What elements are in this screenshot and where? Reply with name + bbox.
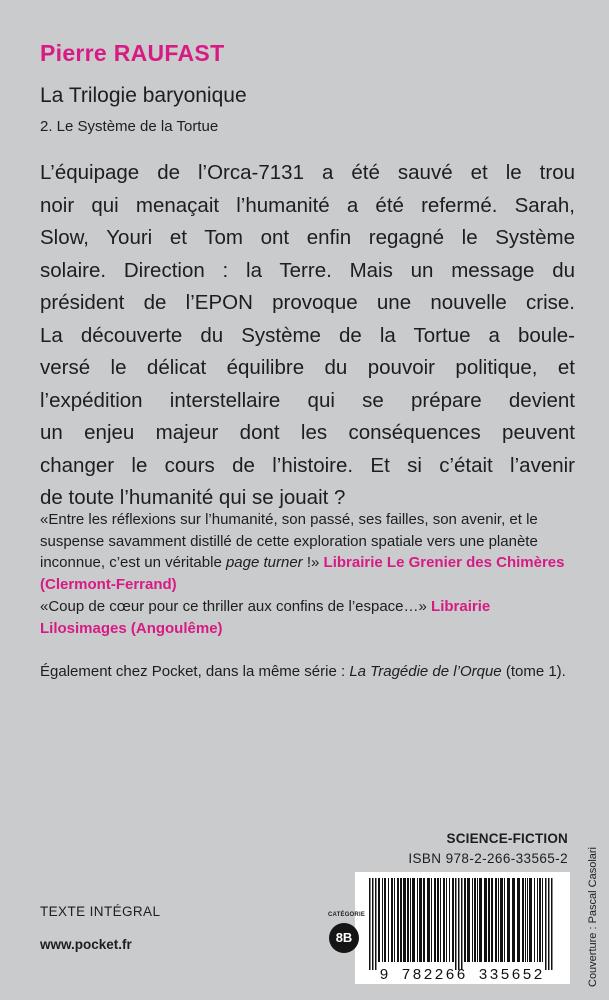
blurb-line: président de l’EPON provoque une nouvelle crise. bbox=[40, 291, 575, 314]
barcode-bar bbox=[403, 878, 406, 962]
barcode-bar bbox=[534, 878, 535, 962]
isbn: ISBN 978-2-266-33565-2 bbox=[408, 851, 568, 866]
barcode-bar bbox=[522, 878, 524, 962]
barcode-bar bbox=[488, 878, 490, 962]
blurb-line: solaire. Direction : la Terre. Mais un message du bbox=[40, 258, 575, 282]
also-tail: (tome 1). bbox=[501, 663, 566, 680]
category-label: CATÉGORIE bbox=[328, 912, 366, 918]
barcode-bar bbox=[391, 878, 393, 962]
barcode-bar bbox=[419, 878, 422, 962]
barcode-bar bbox=[397, 878, 399, 962]
barcode-bar bbox=[472, 878, 473, 962]
blurb-line: versé le délicat équilibre du pouvoir politique, et bbox=[40, 356, 575, 379]
series-title: La Trilogie baryonique bbox=[40, 84, 247, 107]
barcode-bar bbox=[548, 878, 550, 970]
barcode-bar bbox=[394, 878, 395, 962]
barcode-bar bbox=[495, 878, 497, 962]
category-badge: 8B bbox=[329, 923, 359, 953]
barcode-bar bbox=[551, 878, 553, 970]
genre-label: SCIENCE-FICTION bbox=[446, 831, 568, 846]
barcode-bar bbox=[527, 878, 528, 962]
barcode-bar bbox=[427, 878, 430, 962]
barcode-bar bbox=[464, 878, 466, 962]
barcode-bar bbox=[507, 878, 510, 962]
barcode-bar bbox=[539, 878, 541, 962]
also-text: Également chez Pocket, dans la même série : bbox=[40, 663, 350, 680]
blurb-line: L’équipage de l’Orca-7131 a été sauvé et le trou bbox=[40, 161, 575, 184]
blurb bbox=[40, 157, 575, 515]
barcode-bar bbox=[467, 878, 470, 962]
barcode-bar bbox=[372, 878, 374, 970]
cover-credit: Couverture : Pascal Casolari bbox=[587, 846, 599, 987]
barcode-bar bbox=[423, 878, 425, 962]
barcode-bar bbox=[446, 878, 447, 962]
barcode-bar bbox=[545, 878, 547, 970]
barcode-bar bbox=[407, 878, 409, 962]
also-title: La Tragédie de l’Orque bbox=[349, 663, 502, 680]
blurb-line: un enjeu majeur dont les conséquences peuvent bbox=[40, 421, 575, 444]
barcode-bar bbox=[434, 878, 436, 962]
barcode-bar bbox=[529, 878, 532, 962]
barcode-bar bbox=[455, 878, 457, 970]
blurb-line: Slow, Youri et Tom ont enfin regagné le Système bbox=[40, 226, 575, 249]
quote-text: «Coup de cœur pour ce thriller aux confins de l’espace…» bbox=[40, 598, 432, 615]
quote-text: «Entre les réflexions sur l’humanité, son passé, ses failles, son avenir, et le suspense savamment distillé de cette exploration spatiale vers une planète inconnue, c’est un véritable bbox=[40, 511, 538, 571]
texte-integral: TEXTE INTÉGRAL bbox=[40, 904, 161, 919]
blurb-line: changer le cours de l’histoire. Et si c’était l’avenir bbox=[40, 453, 575, 477]
author-name: Pierre RAUFAST bbox=[40, 40, 225, 66]
barcode-bar bbox=[512, 878, 515, 962]
volume-title: 2. Le Système de la Tortue bbox=[40, 118, 219, 135]
barcode-bar bbox=[452, 878, 454, 962]
barcode bbox=[355, 872, 570, 984]
barcode-bar bbox=[500, 878, 503, 962]
barcode-bar bbox=[437, 878, 439, 962]
barcode-bar bbox=[542, 878, 543, 962]
barcode-bar bbox=[384, 878, 386, 962]
barcode-bar bbox=[412, 878, 415, 962]
barcode-bar bbox=[461, 878, 463, 970]
blurb-line: l’expédition interstellaire qui se prépare devient bbox=[40, 388, 575, 412]
barcode-bar bbox=[440, 878, 441, 962]
also-in-series bbox=[40, 661, 575, 683]
barcode-bar bbox=[504, 878, 505, 962]
barcode-bar bbox=[431, 878, 432, 962]
barcode-bar bbox=[484, 878, 487, 962]
barcode-bar bbox=[458, 878, 460, 970]
barcode-bar bbox=[400, 878, 402, 962]
barcode-bar bbox=[479, 878, 482, 962]
barcode-bar bbox=[410, 878, 411, 962]
review-quote-1 bbox=[40, 509, 575, 595]
barcode-bar bbox=[525, 878, 526, 962]
barcode-bar bbox=[378, 878, 380, 962]
review-quote-2 bbox=[40, 596, 575, 639]
quote-source: Librairie Lilosimages (Angoulême) bbox=[40, 598, 491, 637]
barcode-bar bbox=[388, 878, 389, 962]
barcode-digits: 9 782266 335652 bbox=[379, 967, 545, 984]
website: www.pocket.fr bbox=[40, 937, 132, 952]
quote-source: Librairie Le Grenier des Chimères (Clermont-Ferrand) bbox=[40, 554, 565, 593]
barcode-bar bbox=[537, 878, 538, 962]
quote-italic: page turner bbox=[225, 554, 303, 571]
barcode-bar bbox=[517, 878, 520, 962]
quote-text-end: !» bbox=[302, 554, 320, 571]
barcode-bar bbox=[369, 878, 371, 970]
blurb-line: de toute l’humanité qui se jouait ? bbox=[40, 486, 346, 509]
barcode-bar bbox=[375, 878, 377, 970]
barcode-bar bbox=[498, 878, 499, 962]
blurb-line: La découverte du Système de la Tortue a boule- bbox=[40, 323, 575, 347]
barcode-bar bbox=[449, 878, 450, 962]
blurb-line: noir qui menaçait l’humanité a été refermé. Sarah, bbox=[40, 193, 575, 217]
barcode-bar bbox=[443, 878, 445, 962]
barcode-bar bbox=[491, 878, 493, 962]
barcode-bar bbox=[474, 878, 476, 962]
barcode-bar bbox=[382, 878, 383, 962]
barcode-bar bbox=[417, 878, 418, 962]
barcode-graphic bbox=[355, 872, 570, 984]
barcode-bar bbox=[477, 878, 478, 962]
